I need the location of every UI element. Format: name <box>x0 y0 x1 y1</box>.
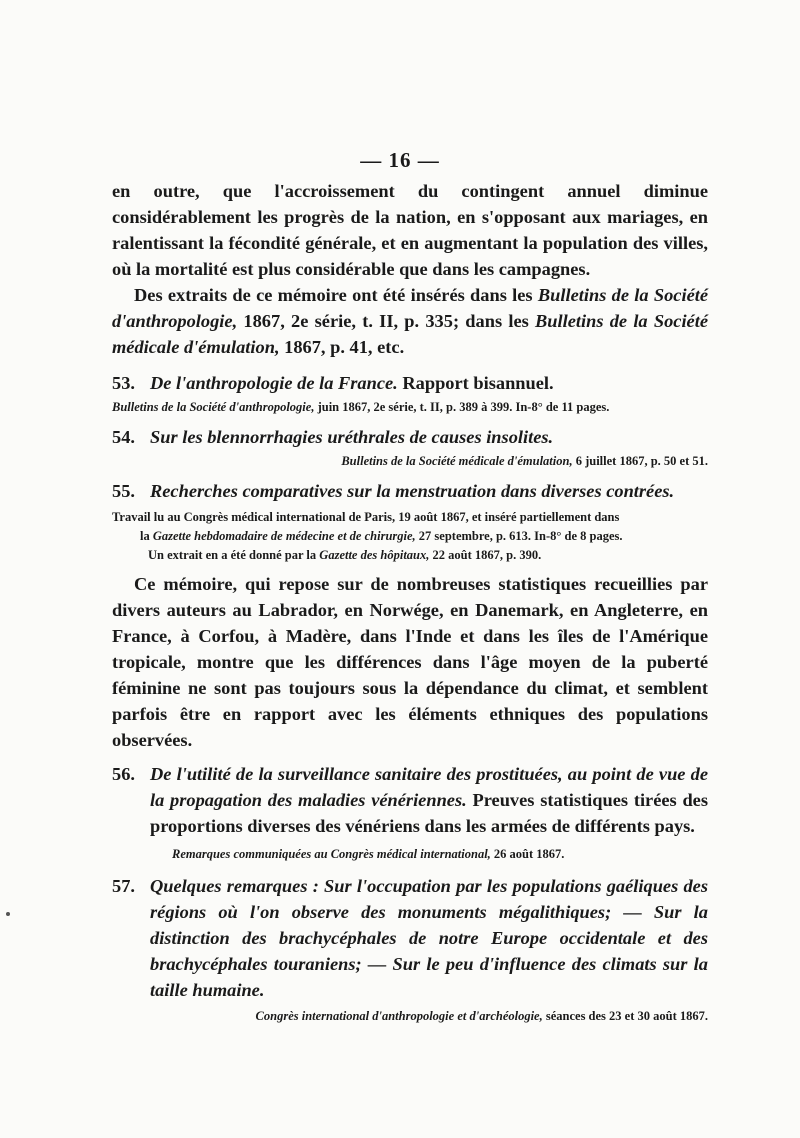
entry-55-ref-line-3-start: Un extrait en a été donné par la <box>148 548 320 562</box>
intro-paragraph-2 <box>112 282 708 360</box>
entry-57-title <box>112 873 708 1003</box>
entry-56-title-italic: De l'utilité de la surveillance sanitaire des prostituées, au point de vue de la propagation des maladies vénériennes. <box>150 764 708 810</box>
entry-55 <box>112 478 708 753</box>
entry-54-ref-italic: Bulletins de la Société médicale d'émulation, <box>341 454 573 468</box>
entry-57-ref-rest: séances des 23 et 30 août 1867. <box>542 1009 708 1023</box>
intro-p2-italic-2: Bulletins de la Société médicale d'émulation, <box>112 311 708 357</box>
entry-55-ref-line-1: Travail lu au Congrès médical international de Paris, 19 août 1867, et inséré partiellement dans <box>112 510 620 524</box>
entry-57-title-italic: Quelques remarques : Sur l'occupation par les populations gaéliques des régions où l'on observe des monuments mégalithiques; — Sur la distinction des brachycéphales de notre Europe occidentale et des brachycéphales touraniens; — Sur le peu d'influence des climats sur la taille humaine. <box>150 876 708 1000</box>
intro-p2-mid: 1867, 2e série, t. II, p. 335; dans les <box>237 311 536 331</box>
entry-55-title <box>112 478 708 504</box>
entry-55-body: Ce mémoire, qui repose sur de nombreuses statistiques recueillies par divers auteurs au Labrador, en Norwége, en Danemark, en Angleterre, en France, à Corfou, à Madère, dans l'Inde et dans les îles de l'Amérique tropicale, montre que les différences dans l'âge moyen de la puberté féminine ne sont pas toujours sous la dépendance du climat, et semblent parfois être en rapport avec les éléments ethniques des populations observées. <box>112 574 708 750</box>
intro-p2-end: 1867, p. 41, etc. <box>279 337 405 357</box>
entry-56-ref-italic: Remarques communiquées au Congrès médical international, <box>172 847 491 861</box>
entry-56-ref-rest: 26 août 1867. <box>490 847 565 861</box>
entry-53-reference <box>112 398 708 416</box>
margin-speck <box>6 912 10 916</box>
entry-number: 56. <box>112 764 135 784</box>
entry-55-ref-line-2-end: 27 septembre, p. 613. In-8° de 8 pages. <box>415 529 623 543</box>
entry-54 <box>112 424 708 470</box>
entry-54-reference <box>112 452 708 470</box>
entry-number: 54. <box>112 427 135 447</box>
entry-53-ref-italic: Bulletins de la Société d'anthropologie, <box>112 400 315 414</box>
entry-56-title-roman: Preuves statistiques tirées des proportions diverses des vénériens dans les armées de différents pays. <box>150 790 708 836</box>
entry-56-title <box>112 761 708 839</box>
page-number: — 16 — <box>360 148 440 172</box>
entry-53-title <box>112 370 708 396</box>
entry-54-title-italic: Sur les blennorrhagies uréthrales de causes insolites. <box>150 427 554 447</box>
entry-54-title <box>112 424 708 450</box>
entry-55-ref-line-2 <box>112 527 708 546</box>
entry-number: 55. <box>112 481 135 501</box>
entry-55-ref-line-3-italic: Gazette des hôpitaux, <box>319 548 430 562</box>
entry-number: 53. <box>112 373 135 393</box>
entry-56-title-text <box>150 761 708 839</box>
entry-55-ref-line-2-italic: Gazette hebdomadaire de médecine et de chirurgie, <box>152 529 416 543</box>
intro-p2-start: Des extraits de ce mémoire ont été insérés dans les <box>134 285 538 305</box>
intro-p2-italic-1: Bulletins de la Société d'anthropologie, <box>112 285 708 331</box>
entry-55-reference <box>112 508 708 565</box>
entry-56-reference <box>112 845 708 863</box>
entry-55-ref-line-3 <box>112 546 708 565</box>
entry-56 <box>112 761 708 863</box>
entry-53-ref-rest: juin 1867, 2e série, t. II, p. 389 à 399. In-8° de 11 pages. <box>314 400 610 414</box>
entry-number: 57. <box>112 876 135 896</box>
entry-54-ref-rest: 6 juillet 1867, p. 50 et 51. <box>572 454 708 468</box>
intro-paragraph-1: en outre, que l'accroissement du contingent annuel diminue considérablement les progrès de la nation, en s'opposant aux mariages, en ralentissant la fécondité générale, et en augmentant la population des villes, où la mortalité est plus considérable que dans les campagnes. <box>112 181 708 279</box>
entry-55-ref-line-3-end: 22 août 1867, p. 390. <box>429 548 542 562</box>
entry-55-ref-line-2-start: la <box>140 529 153 543</box>
entry-57 <box>112 873 708 1025</box>
entry-53-title-text <box>150 370 708 396</box>
entry-57-reference <box>112 1007 708 1025</box>
entry-53-title-italic: De l'anthropologie de la France. <box>150 373 398 393</box>
page-content <box>112 178 708 1025</box>
entry-57-ref-italic: Congrès international d'anthropologie et d'archéologie, <box>255 1009 543 1023</box>
entry-55-title-italic: Recherches comparatives sur la menstruation dans diverses contrées. <box>150 481 675 501</box>
entry-53-title-roman: Rapport bisannuel. <box>397 373 554 393</box>
entry-53 <box>112 370 708 416</box>
